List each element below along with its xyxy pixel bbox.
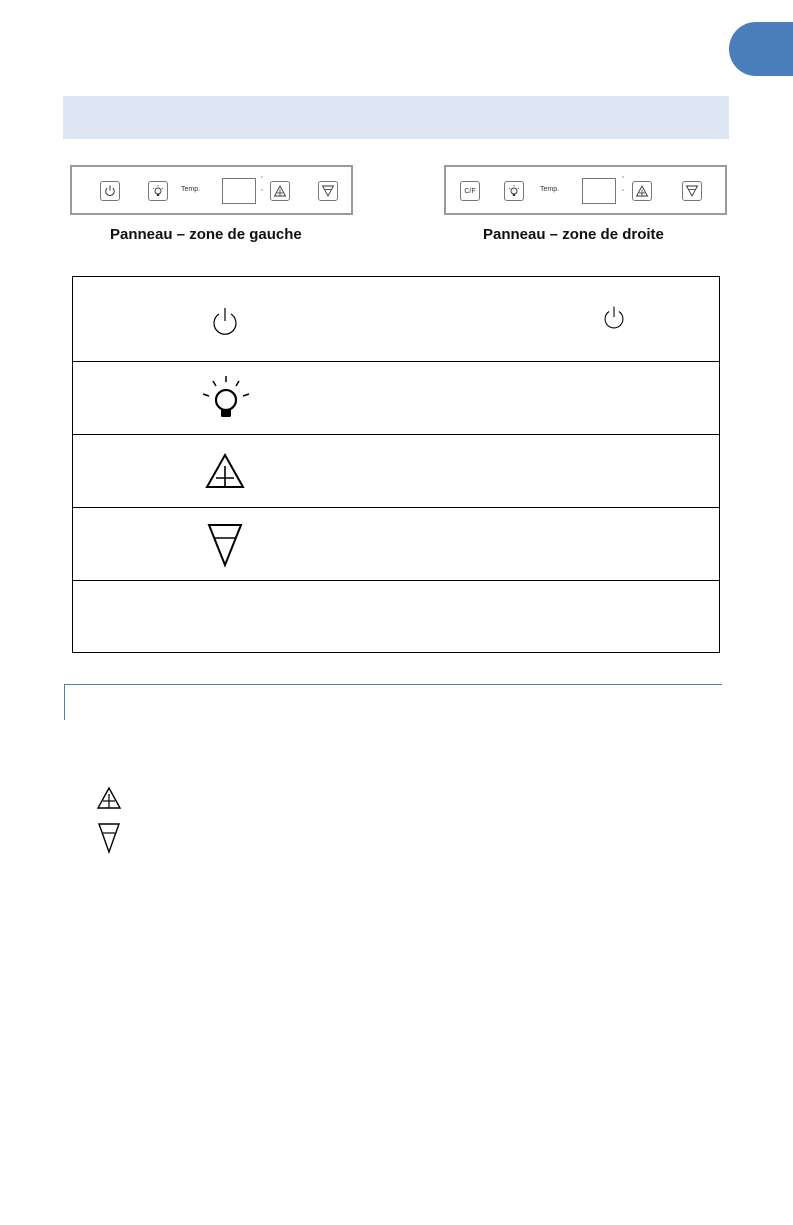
power-icon: [103, 184, 117, 198]
plus-triangle-icon: [205, 452, 245, 490]
panel-temp-display: [222, 178, 256, 204]
minus-triangle-icon: [98, 822, 120, 854]
panel-minus-button[interactable]: [682, 181, 702, 201]
panel-degree-mark: °: [622, 176, 624, 182]
panel-temp-label: Temp.: [540, 186, 560, 193]
minus-icon: [685, 184, 699, 198]
plus-icon: [635, 184, 649, 198]
controls-table: [72, 276, 720, 653]
panel-power-button[interactable]: [100, 181, 120, 201]
panel-light-button[interactable]: [504, 181, 524, 201]
panel-degree-mark: °: [261, 176, 263, 182]
panel-unit-toggle-button[interactable]: C/F: [460, 181, 480, 201]
panel-plus-button[interactable]: [632, 181, 652, 201]
panel-right-caption: Panneau – zone de droite: [483, 226, 664, 243]
panel-minus-button[interactable]: [318, 181, 338, 201]
section-header-band: [63, 96, 729, 139]
minus-icon: [321, 184, 335, 198]
power-icon: [601, 305, 627, 331]
plus-icon: [273, 184, 287, 198]
table-row: [73, 435, 719, 508]
table-row: [73, 508, 719, 581]
table-row: [73, 581, 719, 652]
panel-degree-mark-2: °: [261, 189, 263, 195]
light-icon: [507, 184, 521, 198]
panel-temp-label: Temp.: [181, 186, 201, 193]
chapter-tab-marker: [729, 22, 793, 76]
panel-degree-mark-2: °: [622, 189, 624, 195]
panel-plus-button[interactable]: [270, 181, 290, 201]
section-heading-rule: [64, 684, 722, 720]
panel-temp-display: [582, 178, 616, 204]
control-panel-left: [70, 165, 353, 215]
panel-light-button[interactable]: [148, 181, 168, 201]
minus-triangle-icon: [207, 522, 243, 568]
table-row: [73, 277, 719, 362]
light-icon: [151, 184, 165, 198]
control-panel-right: [444, 165, 727, 215]
light-bulb-icon: [201, 374, 251, 426]
power-icon: [209, 306, 241, 338]
panel-left-caption: Panneau – zone de gauche: [110, 226, 302, 243]
plus-triangle-icon: [96, 786, 122, 810]
table-row: [73, 362, 719, 435]
